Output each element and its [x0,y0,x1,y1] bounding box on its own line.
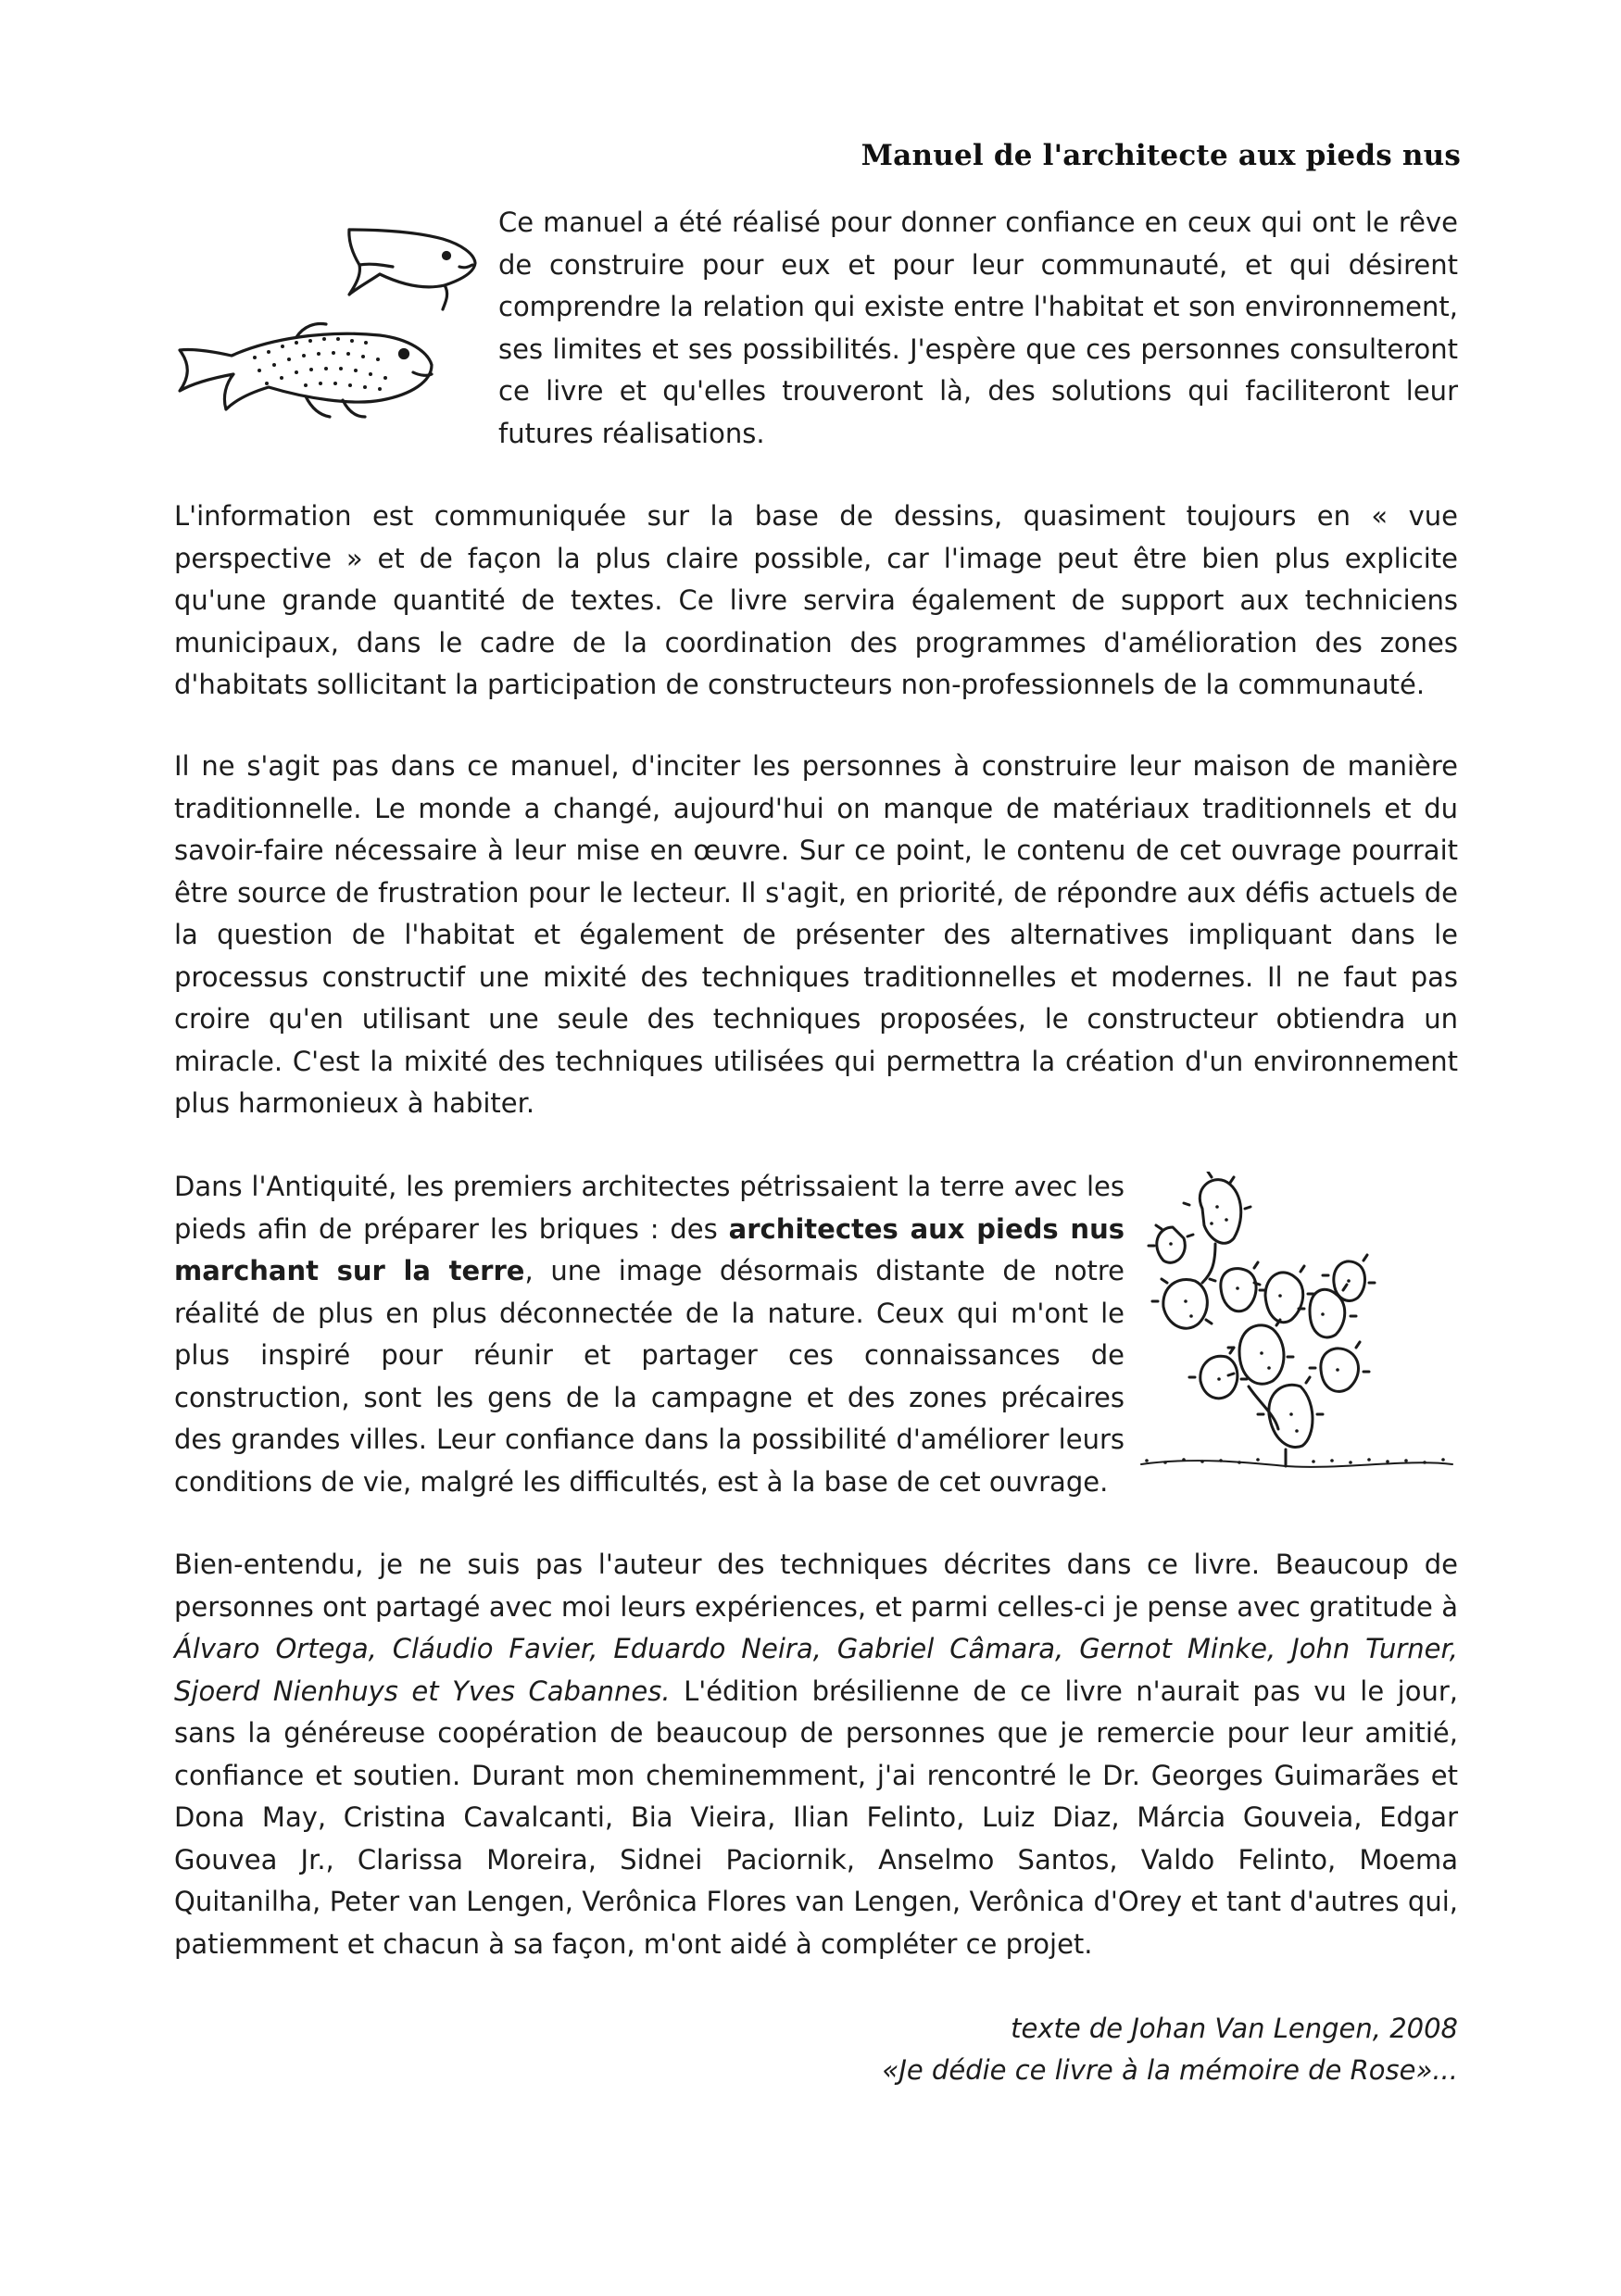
body-paragraph-4 [174,1166,1125,1503]
cactus-drawing-icon [1137,1172,1464,1473]
page-title: Manuel de l'architecte aux pieds nus [861,139,1461,172]
body-paragraph-5 [174,1544,1458,1965]
body-paragraph-3: Il ne s'agit pas dans ce manuel, d'inciter les personnes à construire leur maison de manière traditionnelle. Le monde a changé, aujourd'hui on manque de matériaux traditionnels et du savoir-faire nécessaire à leur mise en œuvre. Sur ce point, le contenu de cet ouvrage pourrait être source de frustration pour le lecteur. Il s'agit, en priorité, de répondre aux défis actuels de la question de l'habitat et également de présenter des alternatives impliquant dans le processus constructif une mixité des techniques traditionnelles et modernes. Il ne faut pas croire qu'en utilisant une seule des techniques proposées, le constructeur obtiendra un miracle. C'est la mixité des techniques utilisées qui permettra la création d'un environnement plus harmonieux à habiter. [174,750,1458,1119]
p4-bold-phrase: architectes aux pieds nus marchant sur la terre [174,1212,1125,1286]
signature-author-line: texte de Johan Van Lengen, 2008 [1011,2013,1458,2044]
p4-text-before: Dans l'Antiquité, les premiers architectes pétrissaient la terre avec les pieds afin de préparer les briques : des [174,1171,1125,1245]
p5-text-before: Bien-entendu, je ne suis pas l'auteur des techniques décrites dans ce livre. Beaucoup de personnes ont partagé avec moi leurs expériences, et parmi celles-ci je pense avec gratitude à [174,1549,1458,1623]
fish-drawing-icon [167,202,482,433]
signature-dedication-line: «Je dédie ce livre à la mémoire de Rose»... [882,2054,1458,2086]
body-paragraph-2: L'information est communiquée sur la base de dessins, quasiment toujours en « vue perspective » et de façon la plus claire possible, car l'image peut être bien plus explicite qu'une grande quantité de textes. Ce livre servira également de support aux techniciens municipaux, dans le cadre de la coordination des programmes d'amélioration des zones d'habitats sollicitant la participation de constructeurs non-professionnels de la communauté. [174,500,1458,700]
p5-italic-names: Álvaro Ortega, Cláudio Favier, Eduardo Neira, Gabriel Câmara, Gernot Minke, John Turner, Sjoerd Nienhuys et Yves Cabannes. [174,1633,1458,1707]
p5-text-after: L'édition brésilienne de ce livre n'aurait pas vu le jour, sans la généreuse coopération de beaucoup de personnes que je remercie pour leur amitié, confiance et soutien. Durant mon cheminemment, j'ai rencontré le Dr. Georges Guimarães et Dona May, Cristina Cavalcanti, Bia Vieira, Ilian Felinto, Luiz Diaz, Márcia Gouveia, Edgar Gouvea Jr., Clarissa Moreira, Sidnei Paciornik, Anselmo Santos, Valdo Felinto, Moema Quitanilha, Peter van Lengen, Verônica Flores van Lengen, Verônica d'Orey et tant d'autres qui, patiemment et chacun à sa façon, m'ont aidé à compléter ce projet. [174,1675,1458,1960]
signature-block [882,2008,1458,2091]
p4-text-after: , une image désormais distante de notre réalité de plus en plus déconnectée de la nature. Ceux qui m'ont le plus inspiré pour réunir et partager ces connaissances de construction, sont les gens de la campagne et des zones précaires des grandes villes. Leur confiance dans la possibilité d'améliorer leurs conditions de vie, malgré les difficultés, est à la base de cet ouvrage. [174,1255,1125,1498]
intro-paragraph: Ce manuel a été réalisé pour donner confiance en ceux qui ont le rêve de construire pour eux et pour leur communauté, et qui désirent comprendre la relation qui existe entre l'habitat et son environnement, ses limites et ses possibilités. J'espère que ces personnes consulteront ce livre et qu'elles trouveront là, des solutions qui faciliteront leur futures réalisations. [498,207,1458,449]
